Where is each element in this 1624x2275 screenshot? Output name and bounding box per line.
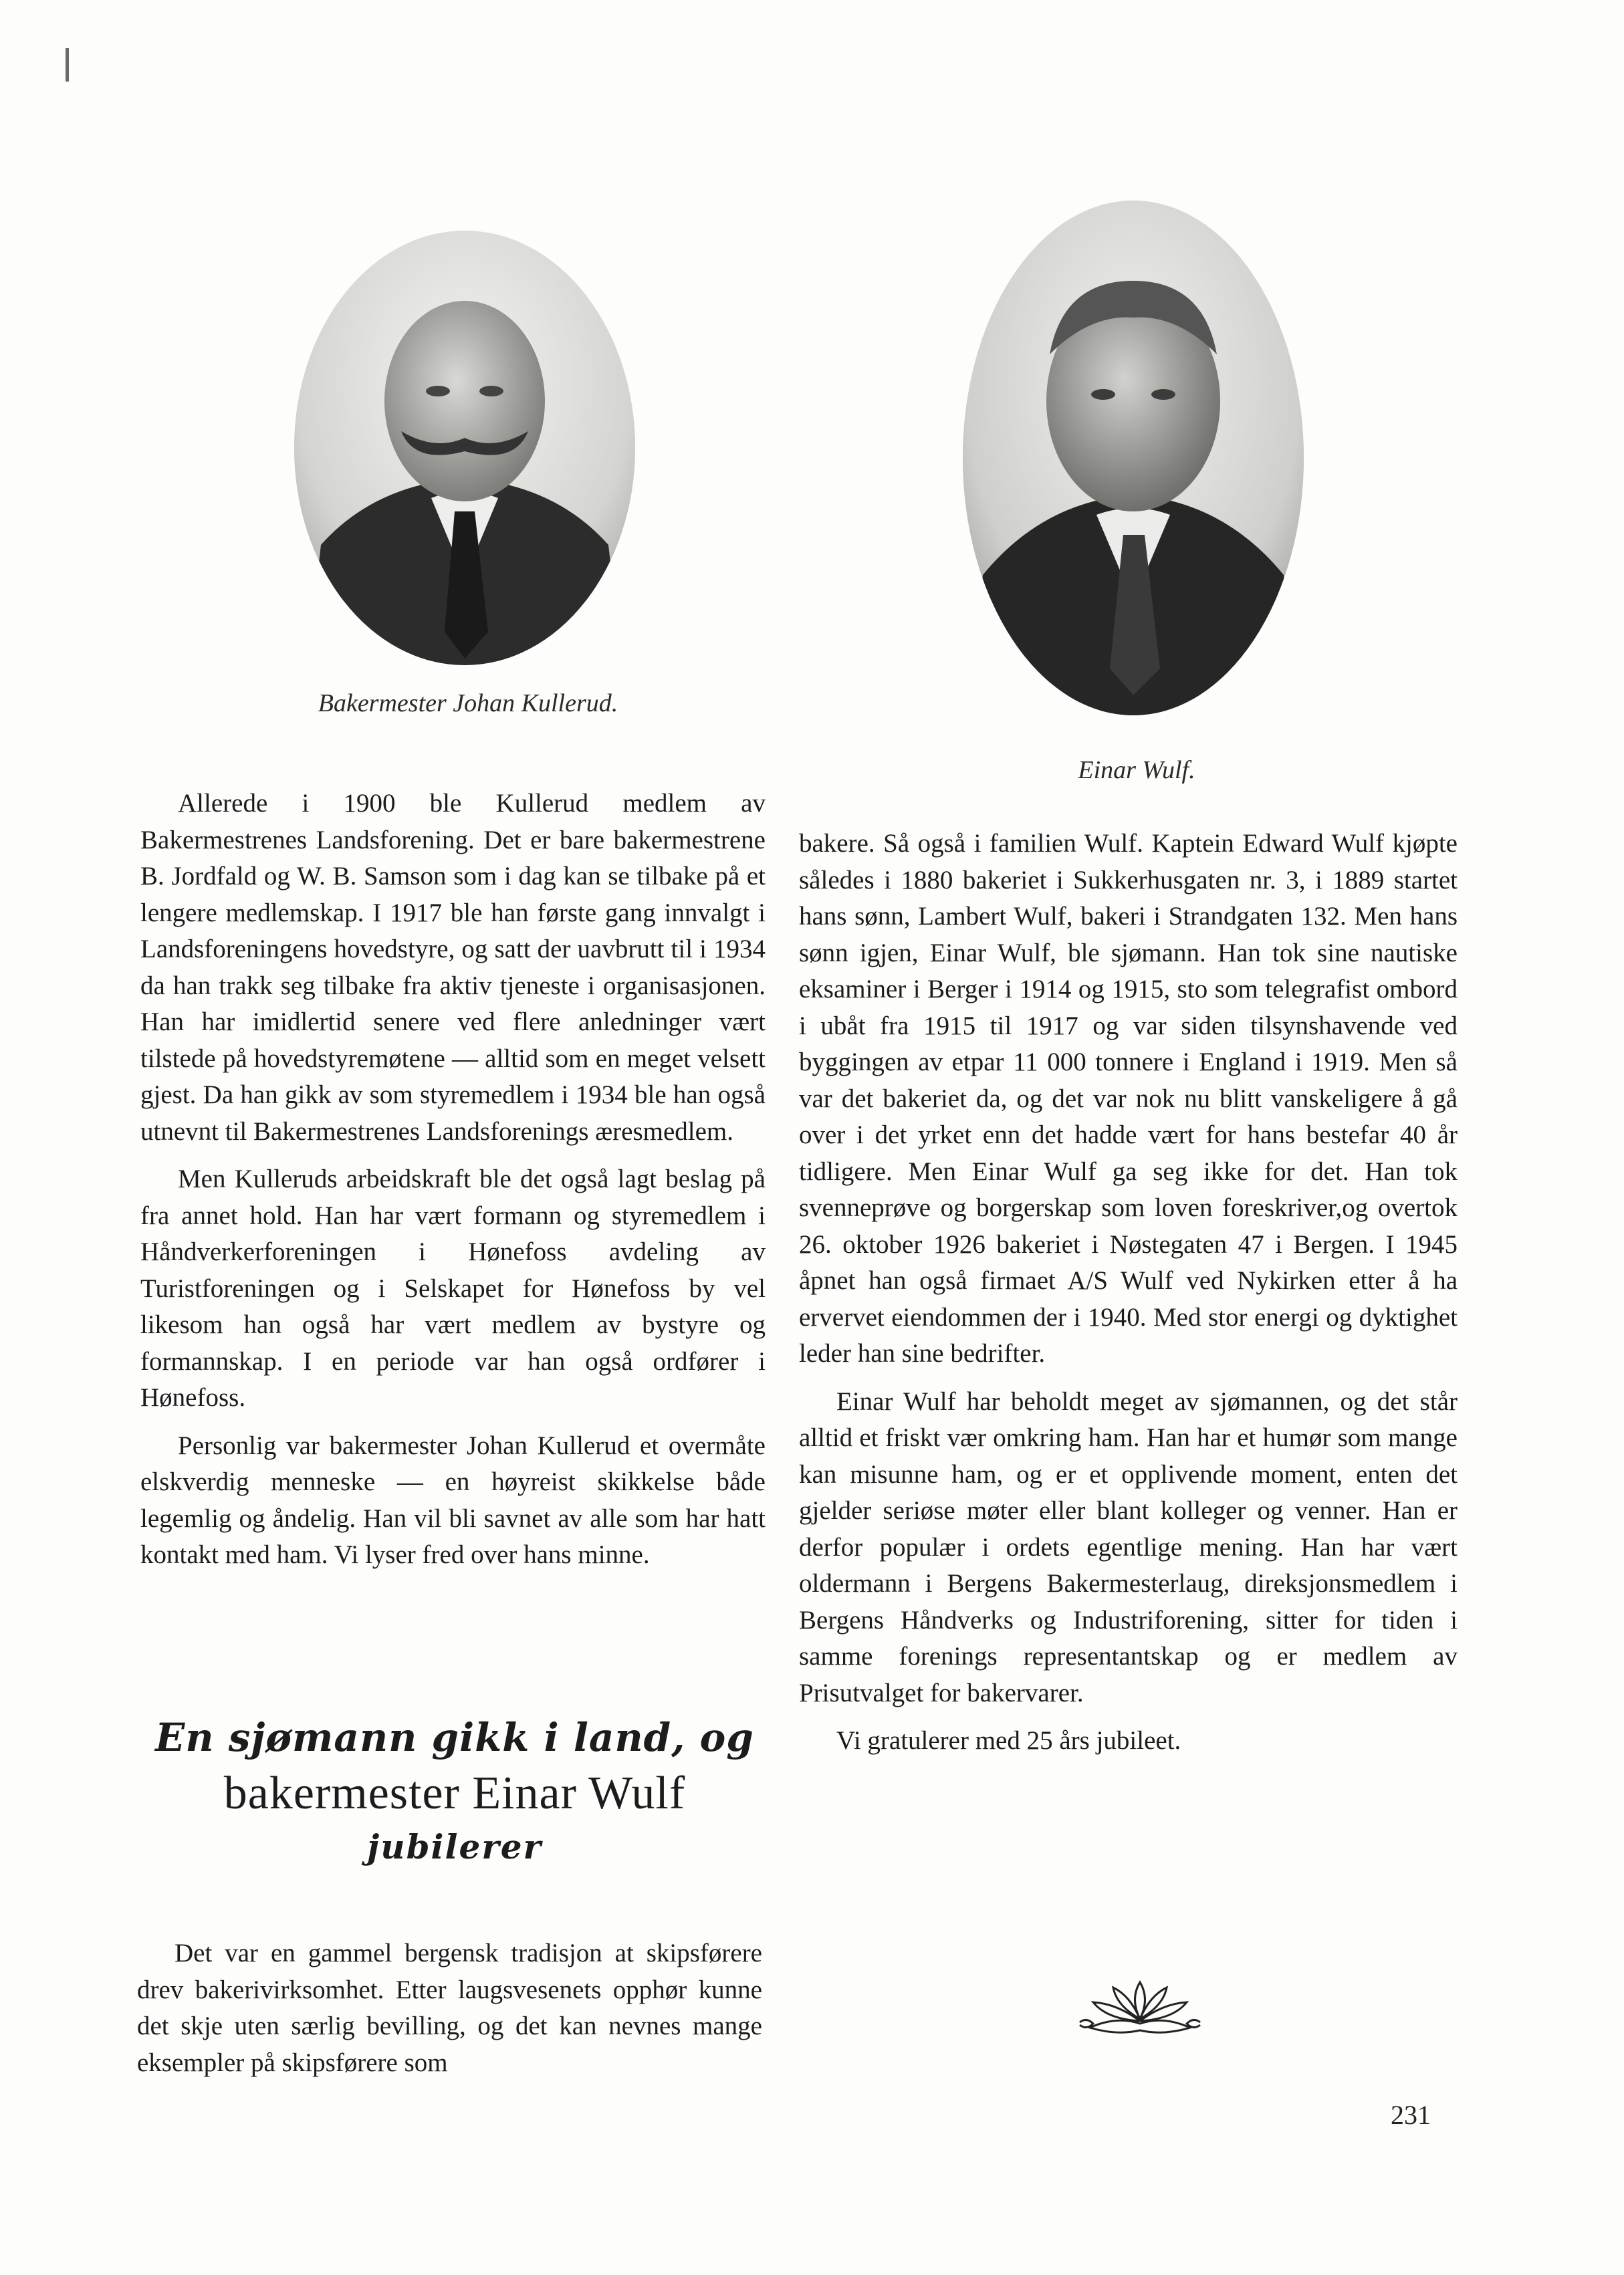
right-paragraph: bakere. Så også i familien Wulf. Kaptein Edward Wulf kjøpte således i 1880 bakeriet i Sukkerhusgaten nr. 3, i 1889 startet hans sønn, Lambert Wulf, bakeri i Strandgaten 132. Men hans sønn igjen, Einar Wulf, ble sjømann. Han tok sine nautiske eksaminer i Berger i 1914 og 1915, sto som telegrafist ombord i ubåt fra 1915 til 1917 og var siden tilsynshavende ved byggingen av etpar 11 000 tonnere i England i 1919. Men så var det bakeriet da, og det var nok nu blitt vanskeligere å gå over i det yrket enn det hadde vært for hans bestefar 40 år tidligere. Men Einar Wulf ga seg ikke for det. Han tok svenneprøve og borgerskap som loven foreskriver,og overtok 26. oktober 1926 bakeriet i Nøstegaten 47 i Bergen. I 1945 åpnet han også firmaet A/S Wulf ved Nykirken etter å ha ervervet eiendommen der i 1940. Med stor energi og dyktighet leder han sine bedrifter. [799,829,1458,1368]
page-number: 231 [1391,2100,1431,2130]
headline-line-2: bakermester Einar Wulf [223,1768,686,1819]
right-paragraph: Vi gratulerer med 25 års jubileet. [836,1726,1181,1755]
headline-line-3: jubilerer [367,1827,542,1867]
article-intro [137,1935,762,2092]
portrait-einar-wulf [963,201,1304,715]
article-headline [107,1715,802,1867]
portrait-johan-kullerud-image [294,231,635,665]
lotus-ornament-icon [1076,1969,1203,2042]
left-paragraph: Men Kulleruds arbeidskraft ble det også lagt beslag på fra annet hold. Han har vært formann og styremedlem i Håndverkerforeningen i Hønefoss avdeling av Turistforeningen og i Selskapet for Hønefoss by vel likesom han også har vært medlem av bystyre og formannskap. I en periode var han også ordfører i Hønefoss. [140,1165,766,1412]
intro-paragraph: Det var en gammel bergensk tradisjon at skipsførere drev bakerivirksomhet. Etter laugsvesenets opphør kunne det skje uten særlig bevilling, og det kan nevnes mange eksempler på skipsførere som [137,1939,762,2077]
left-paragraph: Personlig var bakermester Johan Kullerud et overmåte elskverdig menneske — en høyreist skikkelse både legemlig og åndelig. Han vil bli savnet av alle som har hatt kontakt med ham. Vi lyser fred over hans minne. [140,1431,766,1569]
scan-edge-mark [66,48,69,82]
left-paragraph: Allerede i 1900 ble Kullerud medlem av Bakermestrenes Landsforening. Det er bare bakermestrene B. Jordfald og W. B. Samson som i dag kan se tilbake på et lengere medlemskap. I 1917 ble han første gang innvalgt i Landsforeningens hovedstyre, og satt der uavbrutt til i 1934 da han trakk seg tilbake fra aktiv tjeneste i organisasjonen. Han har imidlertid senere ved flere anledninger vært tilstede på hovedstyremøtene — alltid som en meget velsett gjest. Da han gikk av som styremedlem i 1934 ble han også utnevnt til Bakermestrenes Landsforenings æresmedlem. [140,789,766,1146]
portrait-caption-kullerud: Bakermester Johan Kullerud. [318,689,618,717]
left-column [140,786,766,1585]
headline-line-1: En sjømann gikk i land, og [155,1715,754,1760]
portrait-einar-wulf-image [963,201,1304,715]
right-column [799,826,1458,1771]
right-paragraph: Einar Wulf har beholdt meget av sjømannen, og det står alltid et friskt vær omkring ham. Han har et humør som mange kan misunne ham, og er et opplivende moment, enten det gjelder seriøse møter eller blant kolleger og venner. Han er derfor populær i ordets egentlige mening. Han har vært oldermann i Bergens Bakermesterlaug, direksjonsmedlem i Bergens Håndverks og Industriforening, sitter for tiden i samme forenings representantskap og er medlem av Prisutvalget for bakervarer. [799,1387,1458,1707]
lotus-ornament [1076,1969,1203,2042]
portrait-johan-kullerud [294,231,635,665]
portrait-caption-wulf: Einar Wulf. [1078,756,1195,784]
